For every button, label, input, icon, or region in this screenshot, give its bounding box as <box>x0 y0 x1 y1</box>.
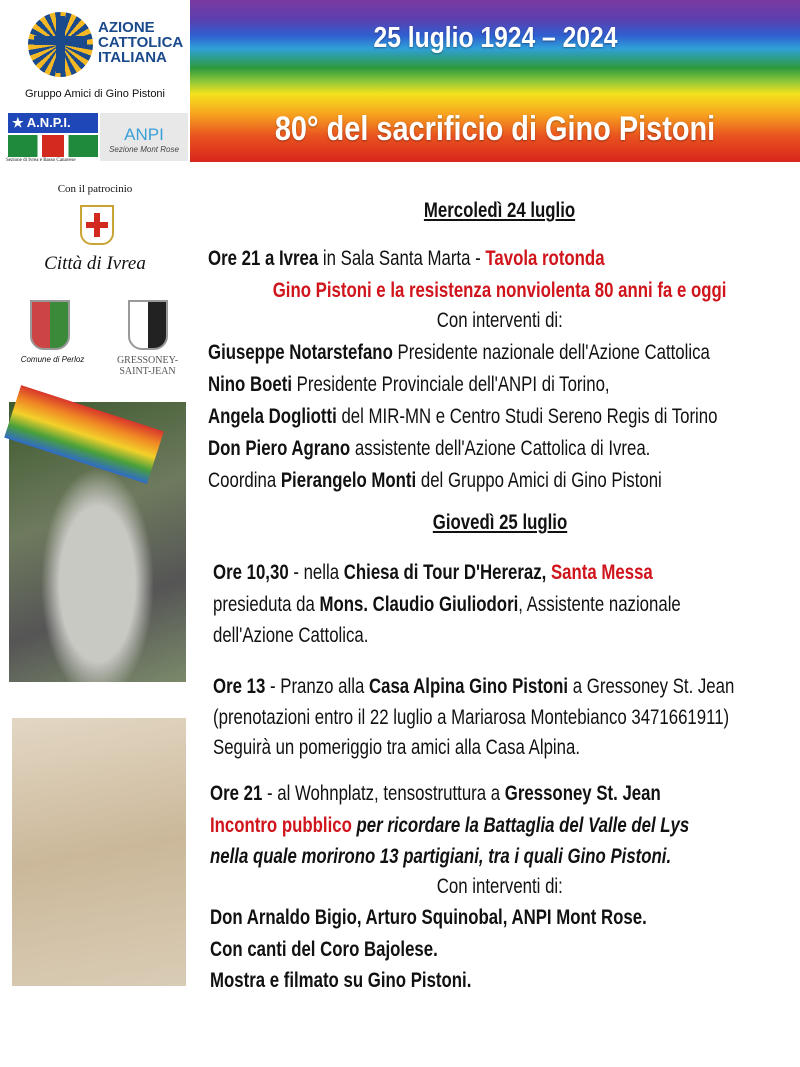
anpi-mont-rose-logo: ANPI Sezione Mont Rose <box>100 113 188 161</box>
coordinator: Coordina Pierangelo Monti del Gruppo Amici di Gino Pistoni <box>208 469 662 492</box>
page-title: 80° del sacrificio di Gino Pistoni <box>274 110 716 148</box>
event-public-meeting-title: nella quale morirono 13 partigiani, tra i quali Gino Pistoni. <box>210 845 672 868</box>
patronage-label: Con il patrocinio <box>57 183 133 195</box>
gressoney-crest-icon <box>128 300 168 350</box>
speakers: Don Arnaldo Bigio, Arturo Squinobal, ANPI Mont Rose. <box>210 906 647 929</box>
speaker: Don Piero Agrano assistente dell'Azione Cattolica di Ivrea. <box>208 437 651 460</box>
day2-heading: Giovedì 25 luglio <box>432 511 568 534</box>
rainbow-banner <box>190 0 800 162</box>
event-lunch-booking: (prenotazioni entro il 22 luglio a Mariarosa Montebianco 3471661911) <box>213 706 730 729</box>
choir: Con canti del Coro Bajolese. <box>210 938 438 961</box>
day1-event: Ore 21 a Ivrea in Sala Santa Marta - Tavola rotonda <box>208 247 605 270</box>
event-mass-detail: presieduta da Mons. Claudio Giuliodori, Assistente nazionale <box>213 593 681 616</box>
event-public-meeting-title: Incontro pubblico per ricordare la Battaglia del Valle del Lys <box>210 814 690 837</box>
day1-heading: Mercoledì 24 luglio <box>424 199 576 222</box>
handwritten-wall-photo <box>12 718 186 986</box>
memorial-stone-photo <box>9 402 186 682</box>
event-public-meeting: Ore 21 - al Wohnplatz, tensostruttura a Gressoney St. Jean <box>210 782 661 805</box>
day2-speakers-intro: Con interventi di: <box>436 875 564 898</box>
perloz-crest-icon <box>30 300 70 350</box>
gressoney-label: GRESSONEY-SAINT-JEAN <box>116 355 179 377</box>
speaker: Giuseppe Notarstefano Presidente nazionale dell'Azione Cattolica <box>208 341 710 364</box>
day1-speakers-intro: Con interventi di: <box>436 309 564 332</box>
event-lunch-detail: Seguirà un pomeriggio tra amici alla Casa Alpina. <box>213 736 580 759</box>
event-mass-detail: dell'Azione Cattolica. <box>213 624 369 647</box>
ivrea-crest-icon <box>80 205 114 245</box>
speaker: Nino Boeti Presidente Provinciale dell'ANPI di Torino, <box>208 373 610 396</box>
anpi-logo: ★ A.N.P.I. <box>8 113 98 157</box>
group-name: Gruppo Amici di Gino Pistoni <box>24 88 165 100</box>
event-mass: Ore 10,30 - nella Chiesa di Tour D'Hereraz, Santa Messa <box>213 561 653 584</box>
event-lunch: Ore 13 - Pranzo alla Casa Alpina Gino Pistoni a Gressoney St. Jean <box>213 675 735 698</box>
speaker: Angela Dogliotti del MIR-MN e Centro Studi Sereno Regis di Torino <box>208 405 718 428</box>
anpi-caption: Sezione di Ivrea e Basso Canavese <box>6 158 76 163</box>
ac-logo-icon <box>28 12 93 77</box>
perloz-label: Comune di Perloz <box>20 355 85 364</box>
ac-logo-text: AZIONE CATTOLICA ITALIANA <box>98 19 184 66</box>
ivrea-label: Città di Ivrea <box>44 253 146 274</box>
exhibition: Mostra e filmato su Gino Pistoni. <box>210 969 472 992</box>
date-range: 25 luglio 1924 – 2024 <box>373 22 617 54</box>
day1-event-title: Gino Pistoni e la resistenza nonviolenta 80 anni fa e oggi <box>273 279 727 302</box>
